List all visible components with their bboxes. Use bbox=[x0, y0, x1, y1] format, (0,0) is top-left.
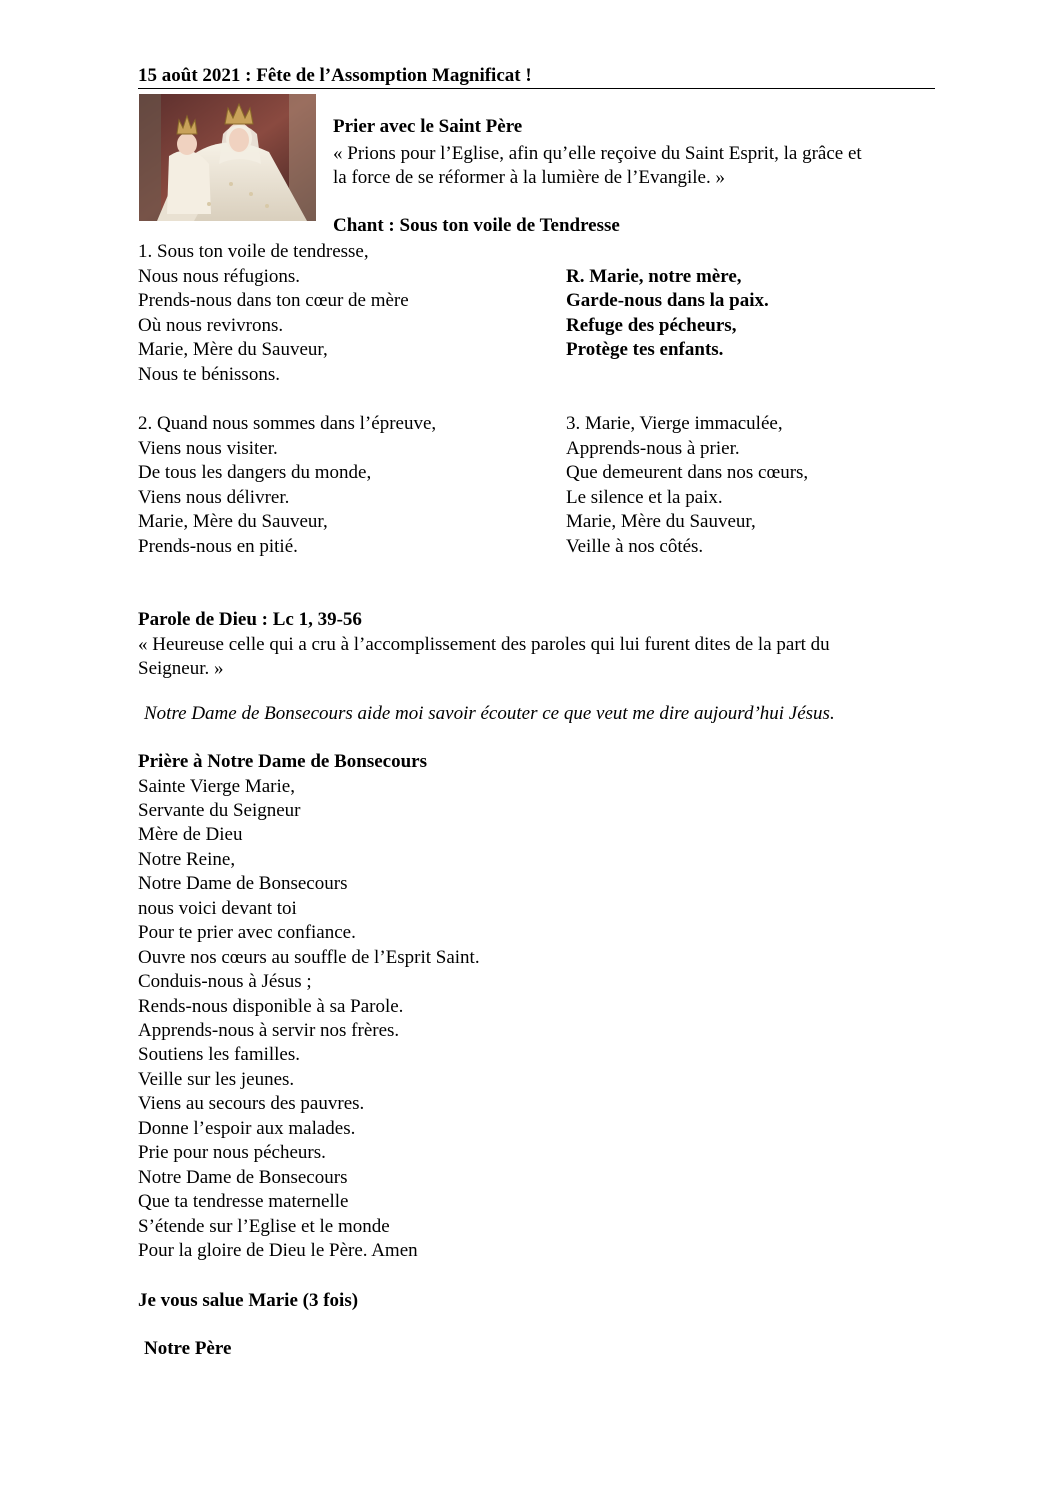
priere-line: Mère de Dieu bbox=[138, 824, 243, 845]
priere-line: Pour la gloire de Dieu le Père. Amen bbox=[138, 1240, 418, 1261]
verse2-line: Marie, Mère du Sauveur, bbox=[138, 511, 328, 532]
verse2-line: Viens nous délivrer. bbox=[138, 487, 290, 508]
page-title: 15 août 2021 : Fête de l’Assomption Magnificat ! bbox=[138, 65, 532, 86]
priere-line: Pour te prier avec confiance. bbox=[138, 922, 356, 943]
verse3-line: 3. Marie, Vierge immaculée, bbox=[566, 413, 783, 434]
refrain-line: R. Marie, notre mère, bbox=[566, 266, 742, 287]
pope-heading: Prier avec le Saint Père bbox=[333, 116, 523, 137]
refrain-line: Refuge des pécheurs, bbox=[566, 315, 737, 336]
refrain-line: Protège tes enfants. bbox=[566, 339, 724, 360]
verse3-line: Le silence et la paix. bbox=[566, 487, 723, 508]
priere-line: Notre Dame de Bonsecours bbox=[138, 873, 348, 894]
verse3-line: Veille à nos côtés. bbox=[566, 536, 704, 557]
priere-line: Que ta tendresse maternelle bbox=[138, 1191, 349, 1212]
verse1-line: Marie, Mère du Sauveur, bbox=[138, 339, 328, 360]
notre-pere-heading: Notre Père bbox=[144, 1338, 232, 1359]
priere-line: Prie pour nous pécheurs. bbox=[138, 1142, 326, 1163]
meditation: Notre Dame de Bonsecours aide moi savoir écouter ce que veut me dire aujourd’hui Jésus. bbox=[144, 703, 835, 724]
parole-line: Seigneur. » bbox=[138, 658, 224, 679]
verse3-line: Apprends-nous à prier. bbox=[566, 438, 740, 459]
priere-line: Veille sur les jeunes. bbox=[138, 1069, 295, 1090]
chant-heading: Chant : Sous ton voile de Tendresse bbox=[333, 215, 620, 236]
priere-line: Donne l’espoir aux malades. bbox=[138, 1118, 356, 1139]
priere-line: Notre Dame de Bonsecours bbox=[138, 1167, 348, 1188]
refrain-line: Garde-nous dans la paix. bbox=[566, 290, 769, 311]
priere-line: nous voici devant toi bbox=[138, 898, 297, 919]
priere-line: Conduis-nous à Jésus ; bbox=[138, 971, 312, 992]
priere-line: Soutiens les familles. bbox=[138, 1044, 301, 1065]
verse1-line: Nous nous réfugions. bbox=[138, 266, 301, 287]
priere-heading: Prière à Notre Dame de Bonsecours bbox=[138, 751, 427, 772]
priere-line: Viens au secours des pauvres. bbox=[138, 1093, 365, 1114]
ave-maria-heading: Je vous salue Marie (3 fois) bbox=[138, 1290, 359, 1311]
verse1-line: Où nous revivrons. bbox=[138, 315, 284, 336]
verse2-line: Prends-nous en pitié. bbox=[138, 536, 298, 557]
priere-line: Sainte Vierge Marie, bbox=[138, 776, 295, 797]
pope-line: la force de se réformer à la lumière de l’Evangile. » bbox=[333, 167, 725, 188]
verse1-line: Nous te bénissons. bbox=[138, 364, 280, 385]
header-divider bbox=[138, 88, 935, 89]
priere-line: Notre Reine, bbox=[138, 849, 236, 870]
verse2-line: De tous les dangers du monde, bbox=[138, 462, 372, 483]
statue-photo bbox=[139, 94, 316, 221]
parole-heading: Parole de Dieu : Lc 1, 39-56 bbox=[138, 609, 362, 630]
priere-line: Ouvre nos cœurs au souffle de l’Esprit Saint. bbox=[138, 947, 480, 968]
priere-line: Rends-nous disponible à sa Parole. bbox=[138, 996, 404, 1017]
verse2-line: Viens nous visiter. bbox=[138, 438, 278, 459]
verse1-line: Prends-nous dans ton cœur de mère bbox=[138, 290, 409, 311]
verse3-line: Que demeurent dans nos cœurs, bbox=[566, 462, 809, 483]
verse2-line: 2. Quand nous sommes dans l’épreuve, bbox=[138, 413, 437, 434]
priere-line: S’étende sur l’Eglise et le monde bbox=[138, 1216, 390, 1237]
priere-line: Apprends-nous à servir nos frères. bbox=[138, 1020, 400, 1041]
priere-line: Servante du Seigneur bbox=[138, 800, 301, 821]
verse1-line: 1. Sous ton voile de tendresse, bbox=[138, 241, 369, 262]
parole-line: « Heureuse celle qui a cru à l’accomplissement des paroles qui lui furent dites de la part du bbox=[138, 634, 830, 655]
verse3-line: Marie, Mère du Sauveur, bbox=[566, 511, 756, 532]
pope-line: « Prions pour l’Eglise, afin qu’elle reçoive du Saint Esprit, la grâce et bbox=[333, 143, 862, 164]
